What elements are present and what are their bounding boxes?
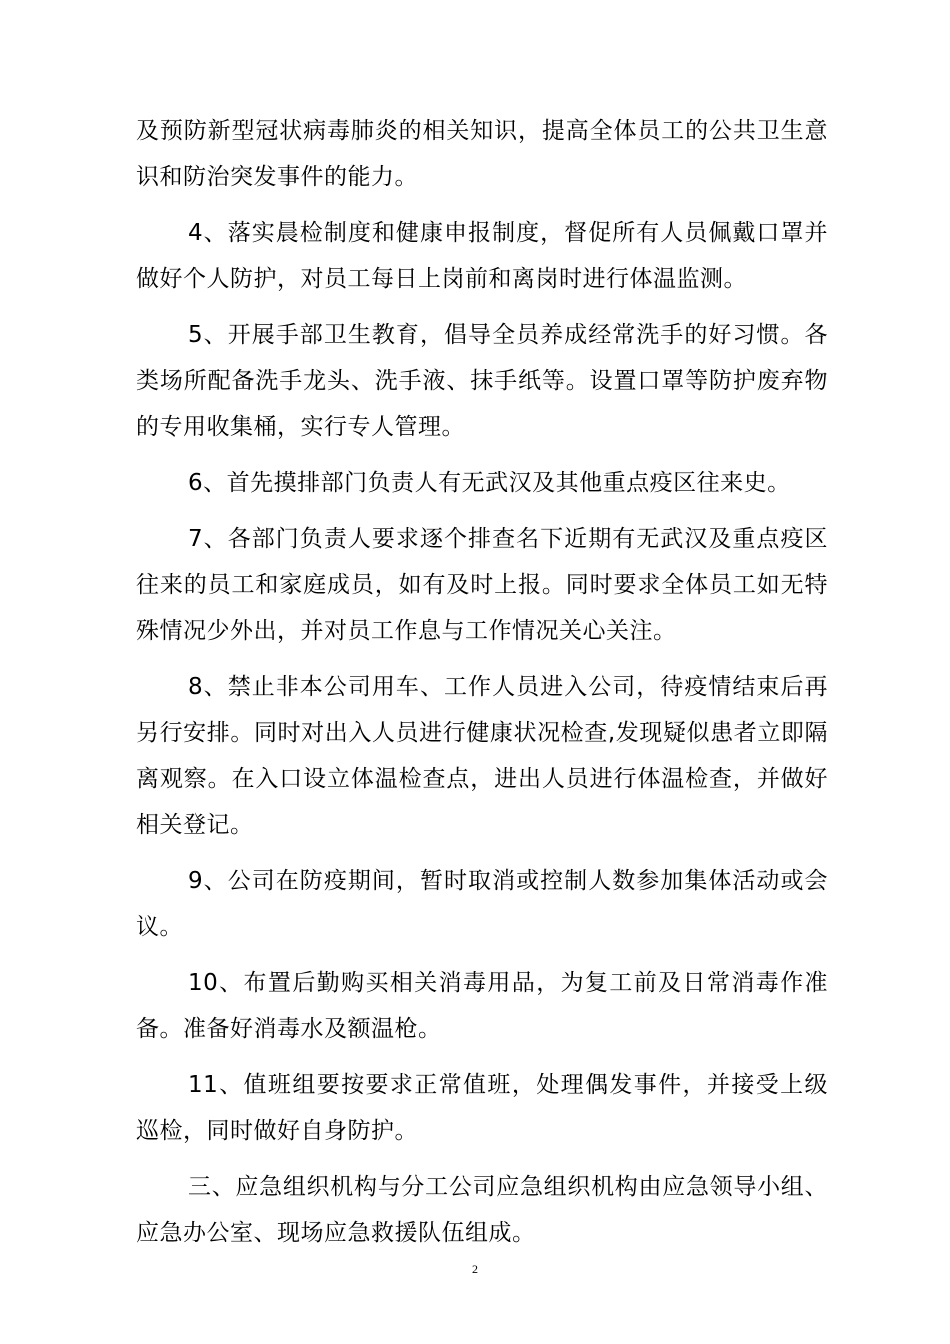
paragraph-item-10: 10、布置后勤购买相关消毒用品，为复工前及日常消毒作准备。准备好消毒水及额温枪。: [136, 970, 828, 1042]
paragraph-item-11: 11、值班组要按要求正常值班，处理偶发事件，并接受上级巡检，同时做好自身防护。: [136, 1072, 828, 1144]
paragraph-continuation: 及预防新型冠状病毒肺炎的相关知识，提高全体员工的公共卫生意识和防治突发事件的能力。: [136, 118, 828, 190]
paragraph-item-8: 8、禁止非本公司用车、工作人员进入公司，待疫情结束后再另行安排。同时对出入人员进行健康状况检查,发现疑似患者立即隔离观察。在入口设立体温检查点，进出人员进行体温检查，并做好相关登记。: [136, 674, 828, 838]
paragraph-item-7: 7、各部门负责人要求逐个排查名下近期有无武汉及重点疫区往来的员工和家庭成员，如有及时上报。同时要求全体员工如无特殊情况少外出，并对员工作息与工作情况关心关注。: [136, 526, 828, 644]
paragraph-item-9: 9、公司在防疫期间，暂时取消或控制人数参加集体活动或会议。: [136, 868, 828, 940]
page-number: 2: [472, 1262, 478, 1276]
paragraph-item-5: 5、开展手部卫生教育，倡导全员养成经常洗手的好习惯。各类场所配备洗手龙头、洗手液、抹手纸等。设置口罩等防护废弃物的专用收集桶，实行专人管理。: [136, 322, 828, 440]
paragraph-item-4: 4、落实晨检制度和健康申报制度，督促所有人员佩戴口罩并做好个人防护，对员工每日上岗前和离岗时进行体温监测。: [136, 220, 828, 292]
paragraph-item-6: 6、首先摸排部门负责人有无武汉及其他重点疫区往来史。: [188, 470, 791, 496]
document-body: [136, 108, 828, 1266]
section-heading-3: 三、应急组织机构与分工公司应急组织机构由应急领导小组、应急办公室、现场应急救援队伍组成。: [136, 1174, 828, 1246]
